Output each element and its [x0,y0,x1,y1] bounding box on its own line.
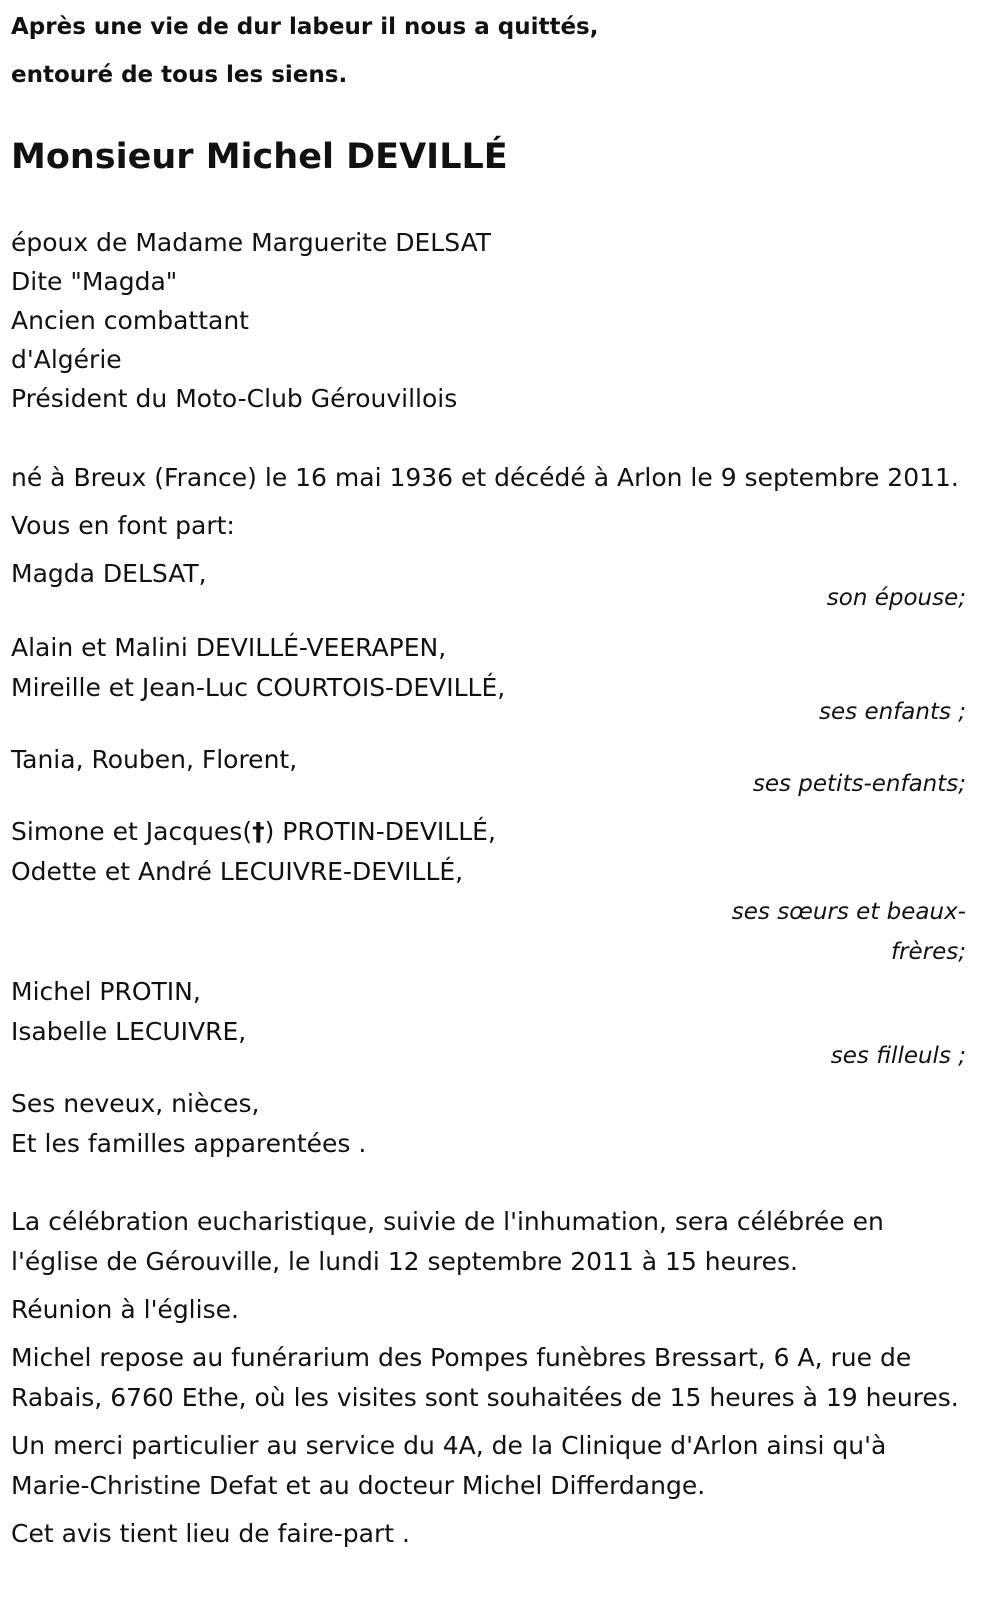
family-entry-spouse [11,554,966,618]
family-name: Magda DELSAT, [11,559,207,588]
others-line: Et les familles apparentées . [11,1129,367,1158]
family-name-part: Simone et Jacques( [11,817,253,846]
family-relation-line: frères; [890,939,966,965]
family-relation: son épouse; [826,585,966,611]
detail-line: Dite "Magda" [11,267,178,296]
ceremony-text: La célébration eucharistique, suivie de l'inhumation, sera célébrée en l'église de Gérouville, le lundi 12 septembre 2011 à 15 heures. [11,1207,884,1276]
announce-text: Vous en font part: [11,511,235,540]
family-relation: ses enfants ; [819,699,966,725]
obituary-page [11,0,966,1554]
cross-icon: † [252,817,265,846]
family-name: Mireille et Jean-Luc COURTOIS-DEVILLÉ, [11,673,506,702]
family-relation-line: ses sœurs et beaux- [731,899,966,925]
visitation-text: Michel repose au funérarium des Pompes funèbres Bressart, 6 A, rue de Rabais, 6760 Ethe, où les visites sont souhaitées de 15 heures à 19 heures. [11,1343,959,1412]
family-entry-children [11,628,966,732]
birth-death-text: né à Breux (France) le 16 mai 1936 et décédé à Arlon le 9 septembre 2011. [11,463,959,492]
detail-line: d'Algérie [11,345,122,374]
family-name: Odette et André LECUIVRE-DEVILLÉ, [11,857,464,886]
family-relation [11,892,966,972]
family-name [11,812,966,852]
family-name: Alain et Malini DEVILLÉ-VEERAPEN, [11,633,447,662]
intro-line-1: Après une vie de dur labeur il nous a quittés, [11,14,599,40]
family-name: Michel PROTIN, [11,977,201,1006]
intro-text [11,3,966,99]
family-relation: ses petits-enfants; [752,771,966,797]
detail-line: Ancien combattant [11,306,249,335]
family-relation: ses filleuls ; [830,1043,966,1069]
intro-line-2: entouré de tous les siens. [11,62,348,88]
thanks-text: Un merci particulier au service du 4A, de la Clinique d'Arlon ainsi qu'à Marie-Christine Defat et au docteur Michel Differdange. [11,1431,887,1500]
family-name: Tania, Rouben, Florent, [11,745,298,774]
deceased-name: Monsieur Michel DEVILLÉ [11,137,508,177]
meeting-text: Réunion à l'église. [11,1295,239,1324]
detail-line: Président du Moto-Club Gérouvillois [11,384,458,413]
detail-line: époux de Madame Marguerite DELSAT [11,228,492,257]
family-entry-siblings [11,812,966,972]
family-name-part: ) PROTIN-DEVILLÉ, [264,817,496,846]
family-others [11,1084,966,1164]
deceased-details [11,223,966,418]
family-entry-grandchildren [11,740,966,804]
family-entry-godchildren [11,972,966,1076]
family-name: Isabelle LECUIVRE, [11,1017,247,1046]
closing-text: Cet avis tient lieu de faire-part . [11,1519,410,1548]
others-line: Ses neveux, nièces, [11,1089,260,1118]
